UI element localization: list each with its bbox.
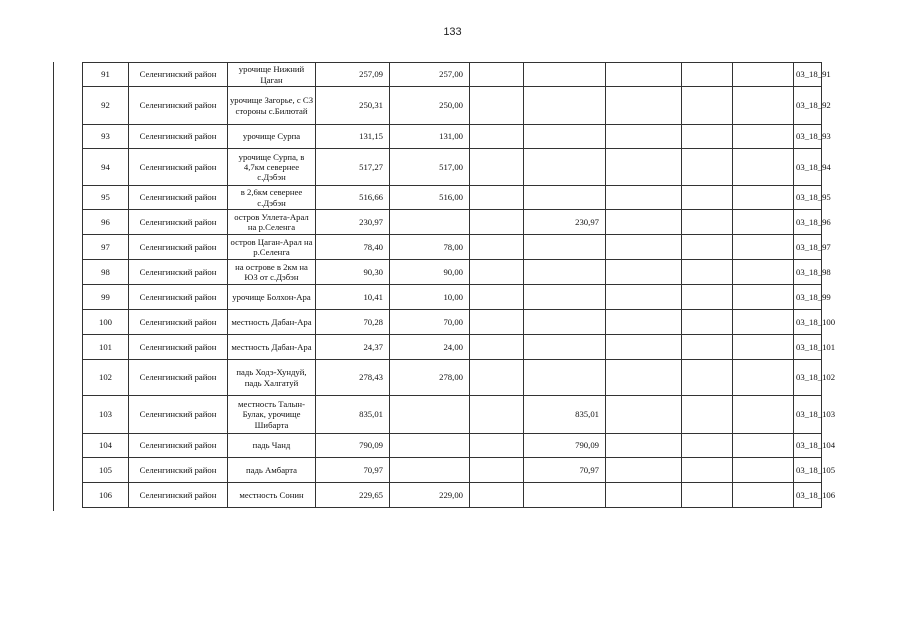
cell-column-7: 70,97 [524,458,606,483]
cell-column-9 [682,186,733,210]
cell-district: Селенгинский район [129,434,228,458]
cell-locality: местность Сонин [228,483,316,508]
cell-row-number: 94 [83,149,129,186]
cell-row-number: 96 [83,210,129,235]
cell-column-8 [606,149,682,186]
cell-column-6 [470,260,524,285]
cell-total-area: 257,09 [316,63,390,87]
cell-row-number: 91 [83,63,129,87]
cell-locality: в 2,6км севернее с.Дэбэн [228,186,316,210]
cell-column-9 [682,260,733,285]
cell-row-number: 104 [83,434,129,458]
cell-locality: падь Чанд [228,434,316,458]
table-row [83,125,822,149]
cell-column-8 [606,260,682,285]
cell-column-5 [390,434,470,458]
cell-column-6 [470,125,524,149]
cell-column-9 [682,360,733,396]
cell-column-7 [524,149,606,186]
cell-locality: урочище Болхон-Ара [228,285,316,310]
cell-row-number: 103 [83,396,129,434]
cell-locality: местность Дабан-Ара [228,310,316,335]
cell-column-8 [606,210,682,235]
cell-district: Селенгинский район [129,335,228,360]
cell-column-5: 70,00 [390,310,470,335]
cell-column-8 [606,63,682,87]
cell-column-5: 24,00 [390,335,470,360]
cell-column-9 [682,149,733,186]
cell-object-code: 03_18_91 [794,63,822,87]
cell-column-7 [524,260,606,285]
cell-column-6 [470,149,524,186]
table-row [83,260,822,285]
cell-column-6 [470,235,524,260]
cell-column-9 [682,210,733,235]
cell-total-area: 90,30 [316,260,390,285]
cell-total-area: 70,97 [316,458,390,483]
cell-column-10 [733,483,794,508]
cell-column-8 [606,235,682,260]
cell-district: Селенгинский район [129,360,228,396]
cell-column-5: 78,00 [390,235,470,260]
cell-total-area: 250,31 [316,87,390,125]
table-row [83,396,822,434]
cell-column-9 [682,235,733,260]
cell-locality: урочище Загорье, с СЗ стороны с.Билютай [228,87,316,125]
cell-object-code: 03_18_99 [794,285,822,310]
cell-locality: падь Ходэ-Хундуй, падь Халгатуй [228,360,316,396]
cell-column-5: 257,00 [390,63,470,87]
cell-column-6 [470,483,524,508]
cell-column-6 [470,285,524,310]
cell-column-5 [390,458,470,483]
cell-total-area: 10,41 [316,285,390,310]
cell-column-5: 90,00 [390,260,470,285]
cell-district: Селенгинский район [129,149,228,186]
table-row [83,285,822,310]
cell-column-10 [733,310,794,335]
cell-column-6 [470,434,524,458]
cell-column-8 [606,360,682,396]
cell-row-number: 105 [83,458,129,483]
cell-object-code: 03_18_93 [794,125,822,149]
cell-column-10 [733,235,794,260]
cell-district: Селенгинский район [129,260,228,285]
cell-column-8 [606,285,682,310]
cell-column-9 [682,285,733,310]
cell-total-area: 278,43 [316,360,390,396]
table-row [83,310,822,335]
table-body [83,63,836,508]
cell-total-area: 230,97 [316,210,390,235]
cell-column-10 [733,396,794,434]
cell-column-8 [606,483,682,508]
cell-column-5: 517,00 [390,149,470,186]
cell-column-7 [524,360,606,396]
cell-locality: урочище Нижний Цаган [228,63,316,87]
cell-locality: остров Цаган-Арал на р.Селенга [228,235,316,260]
table-row [83,87,822,125]
cell-column-6 [470,87,524,125]
cell-total-area: 835,01 [316,396,390,434]
cell-district: Селенгинский район [129,87,228,125]
cell-column-7 [524,335,606,360]
cell-column-10 [733,87,794,125]
cell-row-number: 95 [83,186,129,210]
cell-district: Селенгинский район [129,63,228,87]
cell-column-8 [606,396,682,434]
table-row [83,335,822,360]
cell-column-10 [733,285,794,310]
cell-column-8 [606,458,682,483]
cell-object-code: 03_18_97 [794,235,822,260]
cell-column-10 [733,210,794,235]
cell-locality: падь Амбарта [228,458,316,483]
cell-column-8 [606,335,682,360]
table-row [83,483,822,508]
cell-total-area: 78,40 [316,235,390,260]
cell-column-9 [682,458,733,483]
cell-column-7 [524,483,606,508]
cell-total-area: 70,28 [316,310,390,335]
cell-row-number: 98 [83,260,129,285]
cell-locality: остров Уллета-Арал на р.Селенга [228,210,316,235]
cell-district: Селенгинский район [129,186,228,210]
cell-column-7: 835,01 [524,396,606,434]
table-row [83,210,822,235]
cell-total-area: 516,66 [316,186,390,210]
cell-row-number: 97 [83,235,129,260]
cell-district: Селенгинский район [129,396,228,434]
cell-district: Селенгинский район [129,310,228,335]
cell-locality: на острове в 2км на ЮЗ от с.Дэбэн [228,260,316,285]
cell-object-code: 03_18_94 [794,149,822,186]
cell-row-number: 100 [83,310,129,335]
cell-column-10 [733,335,794,360]
cell-column-8 [606,125,682,149]
cell-object-code: 03_18_104 [794,434,822,458]
table-row [83,186,822,210]
cell-district: Селенгинский район [129,235,228,260]
cell-object-code: 03_18_96 [794,210,822,235]
cell-column-9 [682,63,733,87]
cell-object-code: 03_18_98 [794,260,822,285]
cell-column-5 [390,210,470,235]
cell-locality: местность Дабан-Ара [228,335,316,360]
table-row [83,63,822,87]
cell-column-7 [524,63,606,87]
cell-object-code: 03_18_103 [794,396,822,434]
cell-object-code: 03_18_95 [794,186,822,210]
cell-column-8 [606,310,682,335]
cell-total-area: 790,09 [316,434,390,458]
cell-column-5: 278,00 [390,360,470,396]
cell-column-10 [733,458,794,483]
cell-object-code: 03_18_101 [794,335,822,360]
cell-column-5: 229,00 [390,483,470,508]
cell-column-6 [470,335,524,360]
cell-column-10 [733,125,794,149]
cell-object-code: 03_18_92 [794,87,822,125]
cell-object-code: 03_18_102 [794,360,822,396]
cell-column-10 [733,63,794,87]
binding-margin-line [53,62,54,511]
cell-column-10 [733,434,794,458]
cell-district: Селенгинский район [129,458,228,483]
cell-column-7 [524,235,606,260]
table-row [83,149,822,186]
cell-column-6 [470,310,524,335]
cell-row-number: 106 [83,483,129,508]
cell-row-number: 101 [83,335,129,360]
cell-column-7 [524,186,606,210]
cell-column-7 [524,310,606,335]
cell-column-9 [682,483,733,508]
cell-column-5: 10,00 [390,285,470,310]
cell-column-10 [733,260,794,285]
cell-total-area: 517,27 [316,149,390,186]
cell-column-6 [470,63,524,87]
cell-row-number: 92 [83,87,129,125]
cell-total-area: 131,15 [316,125,390,149]
cell-column-9 [682,396,733,434]
land-register-table [82,62,836,508]
cell-column-7: 230,97 [524,210,606,235]
cell-column-9 [682,125,733,149]
cell-column-10 [733,186,794,210]
cell-column-9 [682,87,733,125]
cell-object-code: 03_18_100 [794,310,822,335]
cell-column-6 [470,360,524,396]
table-row [83,458,822,483]
cell-row-number: 102 [83,360,129,396]
cell-column-5: 516,00 [390,186,470,210]
page-number: 133 [443,26,462,38]
cell-object-code: 03_18_106 [794,483,822,508]
cell-object-code: 03_18_105 [794,458,822,483]
cell-column-9 [682,310,733,335]
cell-column-6 [470,210,524,235]
cell-column-6 [470,396,524,434]
cell-row-number: 99 [83,285,129,310]
cell-column-5: 250,00 [390,87,470,125]
cell-column-7 [524,125,606,149]
cell-locality: урочище Сурпа [228,125,316,149]
cell-locality: урочище Сурпа, в 4,7км севернее с.Дэбэн [228,149,316,186]
cell-district: Селенгинский район [129,285,228,310]
cell-column-9 [682,434,733,458]
cell-total-area: 229,65 [316,483,390,508]
cell-column-10 [733,149,794,186]
cell-row-number: 93 [83,125,129,149]
cell-column-8 [606,434,682,458]
cell-district: Селенгинский район [129,210,228,235]
table-row [83,235,822,260]
cell-locality: местность Талын-Булак, урочище Шибарта [228,396,316,434]
cell-column-8 [606,87,682,125]
table-row [83,360,822,396]
cell-district: Селенгинский район [129,125,228,149]
cell-total-area: 24,37 [316,335,390,360]
table-row [83,434,822,458]
cell-column-7 [524,285,606,310]
cell-column-6 [470,458,524,483]
cell-column-5 [390,396,470,434]
cell-column-7 [524,87,606,125]
cell-column-7: 790,09 [524,434,606,458]
cell-district: Селенгинский район [129,483,228,508]
cell-column-10 [733,360,794,396]
cell-column-8 [606,186,682,210]
cell-column-6 [470,186,524,210]
cell-column-9 [682,335,733,360]
cell-column-5: 131,00 [390,125,470,149]
